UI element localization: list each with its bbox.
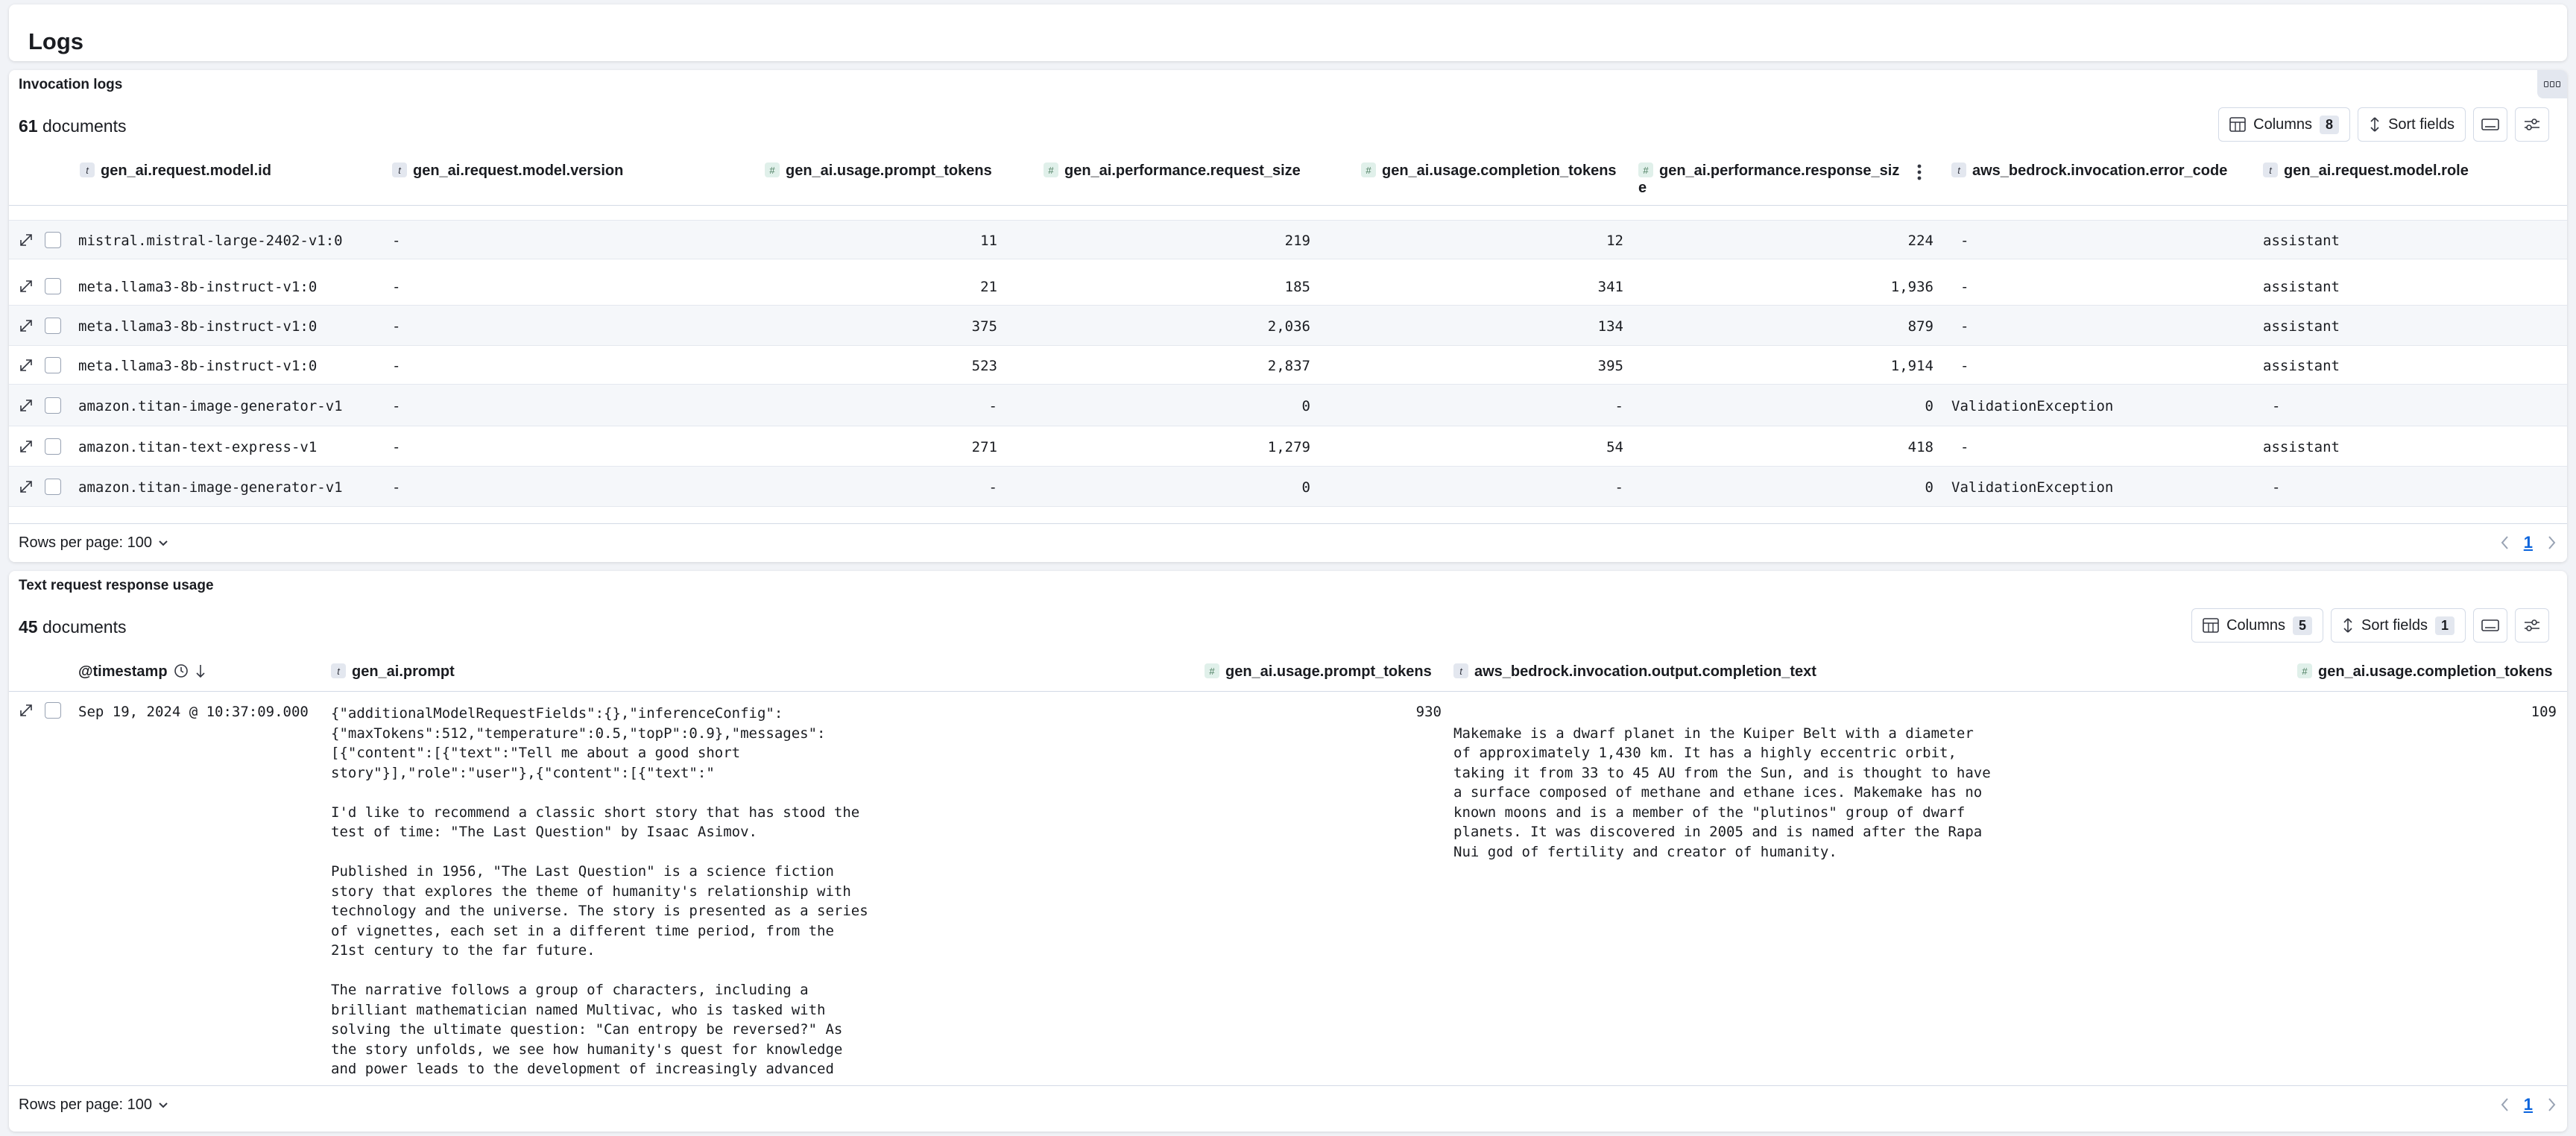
keyboard-icon <box>2481 118 2499 131</box>
prompt-tokens-cell: 523 <box>971 358 997 374</box>
table-row[interactable] <box>9 692 2567 1077</box>
response-size-cell: 0 <box>1925 479 1933 496</box>
error-code-cell: - <box>1960 358 1969 374</box>
response-size-cell: 224 <box>1907 233 1933 249</box>
row-checkbox[interactable] <box>45 397 61 414</box>
error-code-cell: - <box>1960 439 1969 455</box>
grid-toolbar <box>2191 608 2549 643</box>
rows-per-page-selector[interactable]: Rows per page: 100 <box>19 534 168 552</box>
column-header-request-size[interactable]: # gen_ai.performance.request_size <box>1044 162 1301 180</box>
sliders-icon <box>2523 117 2541 132</box>
page-1-link[interactable]: 1 <box>2523 533 2533 552</box>
sort-descending-icon <box>195 663 206 678</box>
model-id-cell: meta.llama3-8b-instruct-v1:0 <box>78 318 318 335</box>
document-count: 45 documents <box>19 617 127 637</box>
table-row[interactable] <box>9 426 2567 467</box>
model-role-cell: assistant <box>2263 358 2340 374</box>
page-1-link[interactable]: 1 <box>2523 1095 2533 1114</box>
model-role-cell: assistant <box>2263 439 2340 455</box>
chevron-down-icon <box>158 1102 168 1109</box>
invocation-logs-panel <box>9 70 2567 562</box>
completion-tokens-cell: 341 <box>1597 279 1623 295</box>
completion-text-cell: Makemake is a dwarf planet in the Kuiper Belt with a diameter of approximately 1,430 km. It has a highly eccentric orbit, taking it from 33 to 45 AU from the Sun, and is thought to have a surface composed of methane and ethane ices. Makemake has no known moons and is a member of the "plutinos" group of dwarf planets. It was discovered in 2005 and is named after the Rapa Nui god of fertility and creator of humanity. <box>1453 725 1991 860</box>
table-icon <box>2229 117 2246 132</box>
column-header-model-version[interactable]: t gen_ai.request.model.version <box>392 162 623 180</box>
keyboard-icon <box>2481 619 2499 632</box>
chevron-down-icon <box>158 540 168 547</box>
panel-title: Text request response usage <box>19 578 214 593</box>
column-header-response-size[interactable]: # gen_ai.performance.response_siz e <box>1638 162 1900 196</box>
display-settings-button[interactable] <box>2515 608 2549 643</box>
chevron-right-icon[interactable] <box>2548 1097 2557 1112</box>
request-size-cell: 219 <box>1284 233 1310 249</box>
model-version-cell: - <box>392 358 401 374</box>
request-size-cell: 185 <box>1284 279 1310 295</box>
keyboard-shortcuts-button[interactable] <box>2473 107 2507 142</box>
request-size-cell: 0 <box>1301 479 1310 496</box>
request-size-cell: 2,837 <box>1267 358 1310 374</box>
prompt-tokens-cell: 271 <box>971 439 997 455</box>
row-checkbox[interactable] <box>45 318 61 334</box>
prompt-tokens-cell: 375 <box>971 318 997 335</box>
completion-tokens-cell: - <box>1614 479 1623 496</box>
column-header-prompt-tokens[interactable]: # gen_ai.usage.prompt_tokens <box>1205 663 1432 681</box>
chevron-left-icon[interactable] <box>2500 535 2509 550</box>
rows-per-page-selector[interactable]: Rows per page: 100 <box>19 1096 168 1114</box>
expand-icon[interactable] <box>18 318 34 334</box>
column-header-model-id[interactable]: t gen_ai.request.model.id <box>80 162 271 180</box>
model-role-cell: assistant <box>2263 279 2340 295</box>
expand-icon[interactable] <box>18 357 34 373</box>
table-row[interactable] <box>9 346 2567 385</box>
panel-title: Invocation logs <box>19 77 123 92</box>
prompt-tokens-cell: - <box>988 479 997 496</box>
expand-icon[interactable] <box>18 278 34 294</box>
completion-tokens-cell: 54 <box>1606 439 1623 455</box>
completion-tokens-cell: 12 <box>1606 233 1623 249</box>
prompt-tokens-cell: 930 <box>1415 704 1442 720</box>
request-size-cell: 0 <box>1301 398 1310 414</box>
model-role-cell: - <box>2272 398 2281 414</box>
column-header-prompt[interactable]: t gen_ai.prompt <box>331 663 455 681</box>
response-size-cell: 418 <box>1907 439 1933 455</box>
grid-footer <box>9 1085 2567 1124</box>
column-header-completion-text[interactable]: t aws_bedrock.invocation.output.completion_text <box>1453 663 1816 681</box>
expand-icon[interactable] <box>18 232 34 248</box>
expand-icon[interactable] <box>18 702 34 719</box>
columns-button[interactable]: Columns 8 <box>2218 107 2350 142</box>
table-row[interactable] <box>9 467 2567 507</box>
expand-icon[interactable] <box>18 479 34 495</box>
model-version-cell: - <box>392 233 401 249</box>
table-row-partial <box>9 206 2567 221</box>
model-role-cell: assistant <box>2263 233 2340 249</box>
completion-tokens-cell: - <box>1614 398 1623 414</box>
request-size-cell: 2,036 <box>1267 318 1310 335</box>
column-header-completion-tokens[interactable]: # gen_ai.usage.completion_tokens <box>1361 162 1617 180</box>
model-version-cell: - <box>392 439 401 455</box>
pagination <box>2500 1095 2557 1114</box>
grid-footer <box>9 523 2567 562</box>
completion-tokens-cell: 109 <box>2531 704 2557 720</box>
row-checkbox[interactable] <box>45 702 61 719</box>
model-id-cell: meta.llama3-8b-instruct-v1:0 <box>78 279 318 295</box>
table-row[interactable] <box>9 221 2567 259</box>
error-code-cell: - <box>1960 318 1969 335</box>
row-checkbox[interactable] <box>45 357 61 373</box>
error-code-cell: - <box>1960 233 1969 249</box>
model-version-cell: - <box>392 479 401 496</box>
row-checkbox[interactable] <box>45 479 61 495</box>
completion-tokens-cell: 134 <box>1597 318 1623 335</box>
keyboard-shortcuts-button[interactable] <box>2473 608 2507 643</box>
model-id-cell: mistral.mistral-large-2402-v1:0 <box>78 233 343 249</box>
model-role-cell: assistant <box>2263 318 2340 335</box>
completion-tokens-cell: 395 <box>1597 358 1623 374</box>
column-header-model-role[interactable]: t gen_ai.request.model.role <box>2263 162 2469 180</box>
pagination <box>2500 533 2557 552</box>
page-title: Logs <box>28 28 84 54</box>
sort-fields-button[interactable]: Sort fields 1 <box>2331 608 2466 643</box>
request-size-cell: 1,279 <box>1267 439 1310 455</box>
chevron-left-icon[interactable] <box>2500 1097 2509 1112</box>
table-row[interactable] <box>9 385 2567 426</box>
column-header-completion-tokens[interactable]: # gen_ai.usage.completion_tokens <box>2297 663 2553 681</box>
error-code-cell: ValidationException <box>1951 479 2114 496</box>
prompt-tokens-cell: 21 <box>980 279 997 295</box>
document-count: 61 documents <box>19 116 127 136</box>
sliders-icon <box>2523 618 2541 633</box>
sort-fields-button[interactable]: Sort fields <box>2358 107 2466 142</box>
row-checkbox[interactable] <box>45 232 61 248</box>
response-size-cell: 1,936 <box>1890 279 1933 295</box>
model-id-cell: amazon.titan-image-generator-v1 <box>78 398 343 414</box>
sort-icon <box>2369 117 2381 132</box>
model-version-cell: - <box>392 398 401 414</box>
table-row[interactable] <box>9 267 2567 306</box>
table-row[interactable] <box>9 306 2567 346</box>
display-settings-button[interactable] <box>2515 107 2549 142</box>
response-size-cell: 1,914 <box>1890 358 1933 374</box>
expand-icon[interactable] <box>18 397 34 414</box>
row-checkbox[interactable] <box>45 278 61 294</box>
columns-button[interactable]: Columns 5 <box>2191 608 2323 643</box>
column-actions-icon[interactable] <box>1917 164 1923 182</box>
page-header <box>9 4 2567 61</box>
model-id-cell: amazon.titan-image-generator-v1 <box>78 479 343 496</box>
model-id-cell: meta.llama3-8b-instruct-v1:0 <box>78 358 318 374</box>
chevron-right-icon[interactable] <box>2548 535 2557 550</box>
grid-toolbar <box>2218 107 2549 142</box>
grid-header <box>9 152 2567 206</box>
grid-header <box>9 653 2567 692</box>
column-header-timestamp[interactable]: @timestamp <box>78 663 206 681</box>
timestamp-cell: Sep 19, 2024 @ 10:37:09.000 <box>78 704 309 720</box>
model-version-cell: - <box>392 279 401 295</box>
row-checkbox[interactable] <box>45 438 61 455</box>
panel-options-icon[interactable] <box>2537 70 2567 98</box>
column-header-error-code[interactable]: t aws_bedrock.invocation.error_code <box>1951 162 2227 180</box>
error-code-cell: - <box>1960 279 1969 295</box>
prompt-tokens-cell: - <box>988 398 997 414</box>
clock-icon <box>174 663 189 678</box>
sort-icon <box>2342 618 2354 633</box>
prompt-tokens-cell: 11 <box>980 233 997 249</box>
column-header-prompt-tokens[interactable]: # gen_ai.usage.prompt_tokens <box>765 162 992 180</box>
error-code-cell: ValidationException <box>1951 398 2114 414</box>
model-version-cell: - <box>392 318 401 335</box>
text-request-response-panel <box>9 571 2567 1132</box>
response-size-cell: 0 <box>1925 398 1933 414</box>
prompt-cell: {"additionalModelRequestFields":{},"inferenceConfig": {"maxTokens":512,"temperature":0.5,"topP":0.9},"messages": [{"content":[{"text":"Tell me about a good short story"}],"role":"user"},{"content":[{"text":" I'd like to recommend a classic short story that has stood the test of time: "The Last Question" by Isaac Asimov. Published in 1956, "The Last Question" is a science fiction story that explores the theme of humanity's relationship with technology and the universe. The story is presented as a series of vignettes, each set in a different time period, from the 21st century to the far future. The narrative follows a group of characters, including a brilliant mathematician named Multivac, who is tasked with solving the ultimate question: "Can entropy be reversed?" As the story unfolds, we see how humanity's quest for knowledge and power leads to the development of increasingly advanced <box>331 705 868 1077</box>
expand-icon[interactable] <box>18 438 34 455</box>
table-icon <box>2203 618 2219 633</box>
model-id-cell: amazon.titan-text-express-v1 <box>78 439 318 455</box>
response-size-cell: 879 <box>1907 318 1933 335</box>
model-role-cell: - <box>2272 479 2281 496</box>
